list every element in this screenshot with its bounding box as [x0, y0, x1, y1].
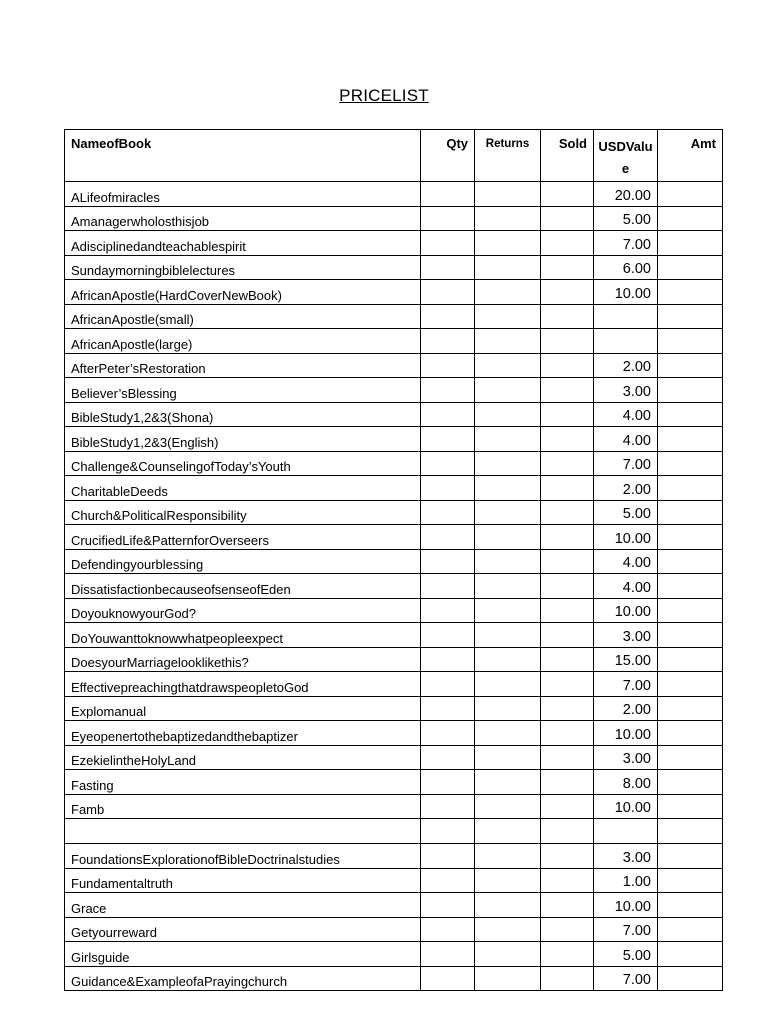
qty-cell [421, 549, 475, 574]
table-row [65, 966, 723, 991]
amt-cell [658, 402, 723, 427]
qty-cell [421, 231, 475, 256]
table-row [65, 696, 723, 721]
col-header-name: NameofBook [65, 130, 421, 182]
amt-cell [658, 378, 723, 403]
sold-cell [541, 672, 594, 697]
returns-cell [475, 696, 541, 721]
book-name-cell: Amanagerwholosthisjob [65, 206, 421, 231]
returns-cell [475, 353, 541, 378]
usd-value-cell: 2.00 [594, 476, 658, 501]
usd-value-cell: 7.00 [594, 231, 658, 256]
sold-cell [541, 770, 594, 795]
usd-value-cell [594, 304, 658, 329]
book-name-cell: ALifeofmiracles [65, 182, 421, 207]
book-name-cell: Defendingyourblessing [65, 549, 421, 574]
qty-cell [421, 525, 475, 550]
qty-cell [421, 623, 475, 648]
sold-cell [541, 231, 594, 256]
amt-cell [658, 549, 723, 574]
book-name-cell: DoesyourMarriagelooklikethis? [65, 647, 421, 672]
table-row [65, 672, 723, 697]
book-name-cell: CharitableDeeds [65, 476, 421, 501]
amt-cell [658, 893, 723, 918]
qty-cell [421, 402, 475, 427]
returns-cell [475, 476, 541, 501]
returns-cell [475, 623, 541, 648]
returns-cell [475, 280, 541, 305]
qty-cell [421, 353, 475, 378]
book-name-cell: EffectivepreachingthatdrawspeopletoGod [65, 672, 421, 697]
table-row [65, 402, 723, 427]
sold-cell [541, 451, 594, 476]
amt-cell [658, 182, 723, 207]
returns-cell [475, 844, 541, 869]
qty-cell [421, 794, 475, 819]
sold-cell [541, 329, 594, 354]
usd-value-cell: 3.00 [594, 745, 658, 770]
usd-value-cell: 15.00 [594, 647, 658, 672]
page-title: PRICELIST [339, 86, 429, 105]
amt-cell [658, 721, 723, 746]
price-table [64, 129, 723, 991]
returns-cell [475, 770, 541, 795]
qty-cell [421, 304, 475, 329]
amt-cell [658, 574, 723, 599]
qty-cell [421, 966, 475, 991]
table-row [65, 574, 723, 599]
qty-cell [421, 672, 475, 697]
table-row [65, 844, 723, 869]
returns-cell [475, 329, 541, 354]
book-name-cell: Sundaymorningbiblelectures [65, 255, 421, 280]
book-name-cell: EzekielintheHolyLand [65, 745, 421, 770]
sold-cell [541, 942, 594, 967]
qty-cell [421, 255, 475, 280]
table-row [65, 451, 723, 476]
returns-cell [475, 942, 541, 967]
qty-cell [421, 893, 475, 918]
table-row [65, 476, 723, 501]
book-name-cell: Believer’sBlessing [65, 378, 421, 403]
usd-value-cell: 4.00 [594, 549, 658, 574]
sold-cell [541, 647, 594, 672]
table-row [65, 500, 723, 525]
usd-value-cell: 4.00 [594, 402, 658, 427]
usd-value-cell: 4.00 [594, 574, 658, 599]
qty-cell [421, 819, 475, 844]
usd-value-cell: 5.00 [594, 942, 658, 967]
usd-value-cell: 2.00 [594, 353, 658, 378]
usd-value-cell: 1.00 [594, 868, 658, 893]
qty-cell [421, 868, 475, 893]
qty-cell [421, 598, 475, 623]
table-row [65, 794, 723, 819]
usd-value-cell: 6.00 [594, 255, 658, 280]
returns-cell [475, 402, 541, 427]
returns-cell [475, 231, 541, 256]
usd-value-cell: 7.00 [594, 966, 658, 991]
sold-cell [541, 378, 594, 403]
table-row [65, 378, 723, 403]
sold-cell [541, 280, 594, 305]
amt-cell [658, 770, 723, 795]
returns-cell [475, 304, 541, 329]
qty-cell [421, 427, 475, 452]
book-name-cell: Adisciplinedandteachablespirit [65, 231, 421, 256]
returns-cell [475, 819, 541, 844]
amt-cell [658, 745, 723, 770]
amt-cell [658, 844, 723, 869]
returns-cell [475, 549, 541, 574]
amt-cell [658, 500, 723, 525]
amt-cell [658, 451, 723, 476]
amt-cell [658, 329, 723, 354]
book-name-cell: AfricanApostle(HardCoverNewBook) [65, 280, 421, 305]
book-name-cell: Church&PoliticalResponsibility [65, 500, 421, 525]
returns-cell [475, 721, 541, 746]
sold-cell [541, 206, 594, 231]
returns-cell [475, 917, 541, 942]
amt-cell [658, 206, 723, 231]
sold-cell [541, 549, 594, 574]
amt-cell [658, 917, 723, 942]
sold-cell [541, 745, 594, 770]
table-row [65, 598, 723, 623]
sold-cell [541, 598, 594, 623]
returns-cell [475, 672, 541, 697]
table-row [65, 868, 723, 893]
usd-value-cell [594, 819, 658, 844]
table-row [65, 647, 723, 672]
returns-cell [475, 427, 541, 452]
amt-cell [658, 794, 723, 819]
amt-cell [658, 868, 723, 893]
usd-value-cell: 4.00 [594, 427, 658, 452]
table-row [65, 525, 723, 550]
sold-cell [541, 893, 594, 918]
book-name-cell: Explomanual [65, 696, 421, 721]
usd-value-cell: 10.00 [594, 598, 658, 623]
book-name-cell: AfterPeter’sRestoration [65, 353, 421, 378]
amt-cell [658, 353, 723, 378]
qty-cell [421, 329, 475, 354]
returns-cell [475, 500, 541, 525]
usd-value-cell: 3.00 [594, 378, 658, 403]
sold-cell [541, 844, 594, 869]
table-body [65, 182, 723, 991]
usd-value-cell: 5.00 [594, 206, 658, 231]
qty-cell [421, 647, 475, 672]
usd-value-cell: 7.00 [594, 451, 658, 476]
sold-cell [541, 353, 594, 378]
qty-cell [421, 206, 475, 231]
amt-cell [658, 598, 723, 623]
returns-cell [475, 255, 541, 280]
sold-cell [541, 574, 594, 599]
book-name-cell: Fundamentaltruth [65, 868, 421, 893]
amt-cell [658, 623, 723, 648]
sold-cell [541, 721, 594, 746]
usd-value-cell: 3.00 [594, 623, 658, 648]
sold-cell [541, 966, 594, 991]
book-name-cell: Getyourreward [65, 917, 421, 942]
amt-cell [658, 304, 723, 329]
table-row [65, 549, 723, 574]
returns-cell [475, 598, 541, 623]
book-name-cell: Girlsguide [65, 942, 421, 967]
returns-cell [475, 378, 541, 403]
sold-cell [541, 917, 594, 942]
book-name-cell: Grace [65, 893, 421, 918]
table-row [65, 182, 723, 207]
col-header-qty: Qty [421, 130, 475, 182]
qty-cell [421, 745, 475, 770]
qty-cell [421, 844, 475, 869]
table-row [65, 304, 723, 329]
table-row [65, 255, 723, 280]
sold-cell [541, 868, 594, 893]
table-row [65, 819, 723, 844]
book-name-cell: Guidance&ExampleofaPrayingchurch [65, 966, 421, 991]
amt-cell [658, 647, 723, 672]
amt-cell [658, 255, 723, 280]
qty-cell [421, 942, 475, 967]
returns-cell [475, 574, 541, 599]
table-row [65, 206, 723, 231]
amt-cell [658, 525, 723, 550]
usd-value-cell [594, 329, 658, 354]
table-row [65, 917, 723, 942]
usd-value-cell: 10.00 [594, 525, 658, 550]
amt-cell [658, 231, 723, 256]
returns-cell [475, 206, 541, 231]
table-row [65, 280, 723, 305]
header-row [65, 130, 723, 182]
amt-cell [658, 819, 723, 844]
amt-cell [658, 427, 723, 452]
book-name-cell: DissatisfactionbecauseofsenseofEden [65, 574, 421, 599]
usd-value-cell: 10.00 [594, 893, 658, 918]
usd-value-cell: 20.00 [594, 182, 658, 207]
table-row [65, 942, 723, 967]
table-row [65, 893, 723, 918]
usd-value-cell: 10.00 [594, 794, 658, 819]
table-row [65, 745, 723, 770]
sold-cell [541, 696, 594, 721]
sold-cell [541, 525, 594, 550]
sold-cell [541, 794, 594, 819]
usd-value-cell: 2.00 [594, 696, 658, 721]
table-row [65, 623, 723, 648]
usd-value-cell: 10.00 [594, 721, 658, 746]
table-row [65, 353, 723, 378]
usd-value-cell: 10.00 [594, 280, 658, 305]
book-name-cell: FoundationsExplorationofBibleDoctrinalstudies [65, 844, 421, 869]
sold-cell [541, 819, 594, 844]
table-row [65, 329, 723, 354]
returns-cell [475, 451, 541, 476]
table-row [65, 770, 723, 795]
returns-cell [475, 647, 541, 672]
returns-cell [475, 966, 541, 991]
book-name-cell: AfricanApostle(small) [65, 304, 421, 329]
book-name-cell [65, 819, 421, 844]
returns-cell [475, 182, 541, 207]
usd-value-cell: 7.00 [594, 672, 658, 697]
amt-cell [658, 942, 723, 967]
returns-cell [475, 893, 541, 918]
qty-cell [421, 721, 475, 746]
table-row [65, 427, 723, 452]
sold-cell [541, 255, 594, 280]
col-header-sold: Sold [541, 130, 594, 182]
sold-cell [541, 623, 594, 648]
amt-cell [658, 476, 723, 501]
sold-cell [541, 476, 594, 501]
usd-value-cell: 7.00 [594, 917, 658, 942]
table-row [65, 721, 723, 746]
amt-cell [658, 696, 723, 721]
book-name-cell: Challenge&CounselingofToday’sYouth [65, 451, 421, 476]
sold-cell [541, 182, 594, 207]
table-row [65, 231, 723, 256]
returns-cell [475, 794, 541, 819]
qty-cell [421, 770, 475, 795]
qty-cell [421, 696, 475, 721]
qty-cell [421, 451, 475, 476]
sold-cell [541, 427, 594, 452]
qty-cell [421, 182, 475, 207]
usd-value-cell: 8.00 [594, 770, 658, 795]
book-name-cell: DoyouknowyourGod? [65, 598, 421, 623]
returns-cell [475, 525, 541, 550]
book-name-cell: Fasting [65, 770, 421, 795]
book-name-cell: Famb [65, 794, 421, 819]
qty-cell [421, 280, 475, 305]
book-name-cell: BibleStudy1,2&3(English) [65, 427, 421, 452]
amt-cell [658, 672, 723, 697]
usd-value-cell: 3.00 [594, 844, 658, 869]
returns-cell [475, 868, 541, 893]
book-name-cell: CrucifiedLife&PatternforOverseers [65, 525, 421, 550]
book-name-cell: Eyeopenertothebaptizedandthebaptizer [65, 721, 421, 746]
col-header-amt: Amt [658, 130, 723, 182]
book-name-cell: AfricanApostle(large) [65, 329, 421, 354]
amt-cell [658, 966, 723, 991]
qty-cell [421, 378, 475, 403]
sold-cell [541, 402, 594, 427]
usd-value-cell: 5.00 [594, 500, 658, 525]
book-name-cell: DoYouwanttoknowwhatpeopleexpect [65, 623, 421, 648]
sold-cell [541, 500, 594, 525]
amt-cell [658, 280, 723, 305]
book-name-cell: BibleStudy1,2&3(Shona) [65, 402, 421, 427]
qty-cell [421, 500, 475, 525]
qty-cell [421, 917, 475, 942]
qty-cell [421, 476, 475, 501]
col-header-returns: Returns [475, 130, 541, 182]
qty-cell [421, 574, 475, 599]
returns-cell [475, 745, 541, 770]
col-header-usd-value: USDValue [594, 130, 658, 182]
sold-cell [541, 304, 594, 329]
